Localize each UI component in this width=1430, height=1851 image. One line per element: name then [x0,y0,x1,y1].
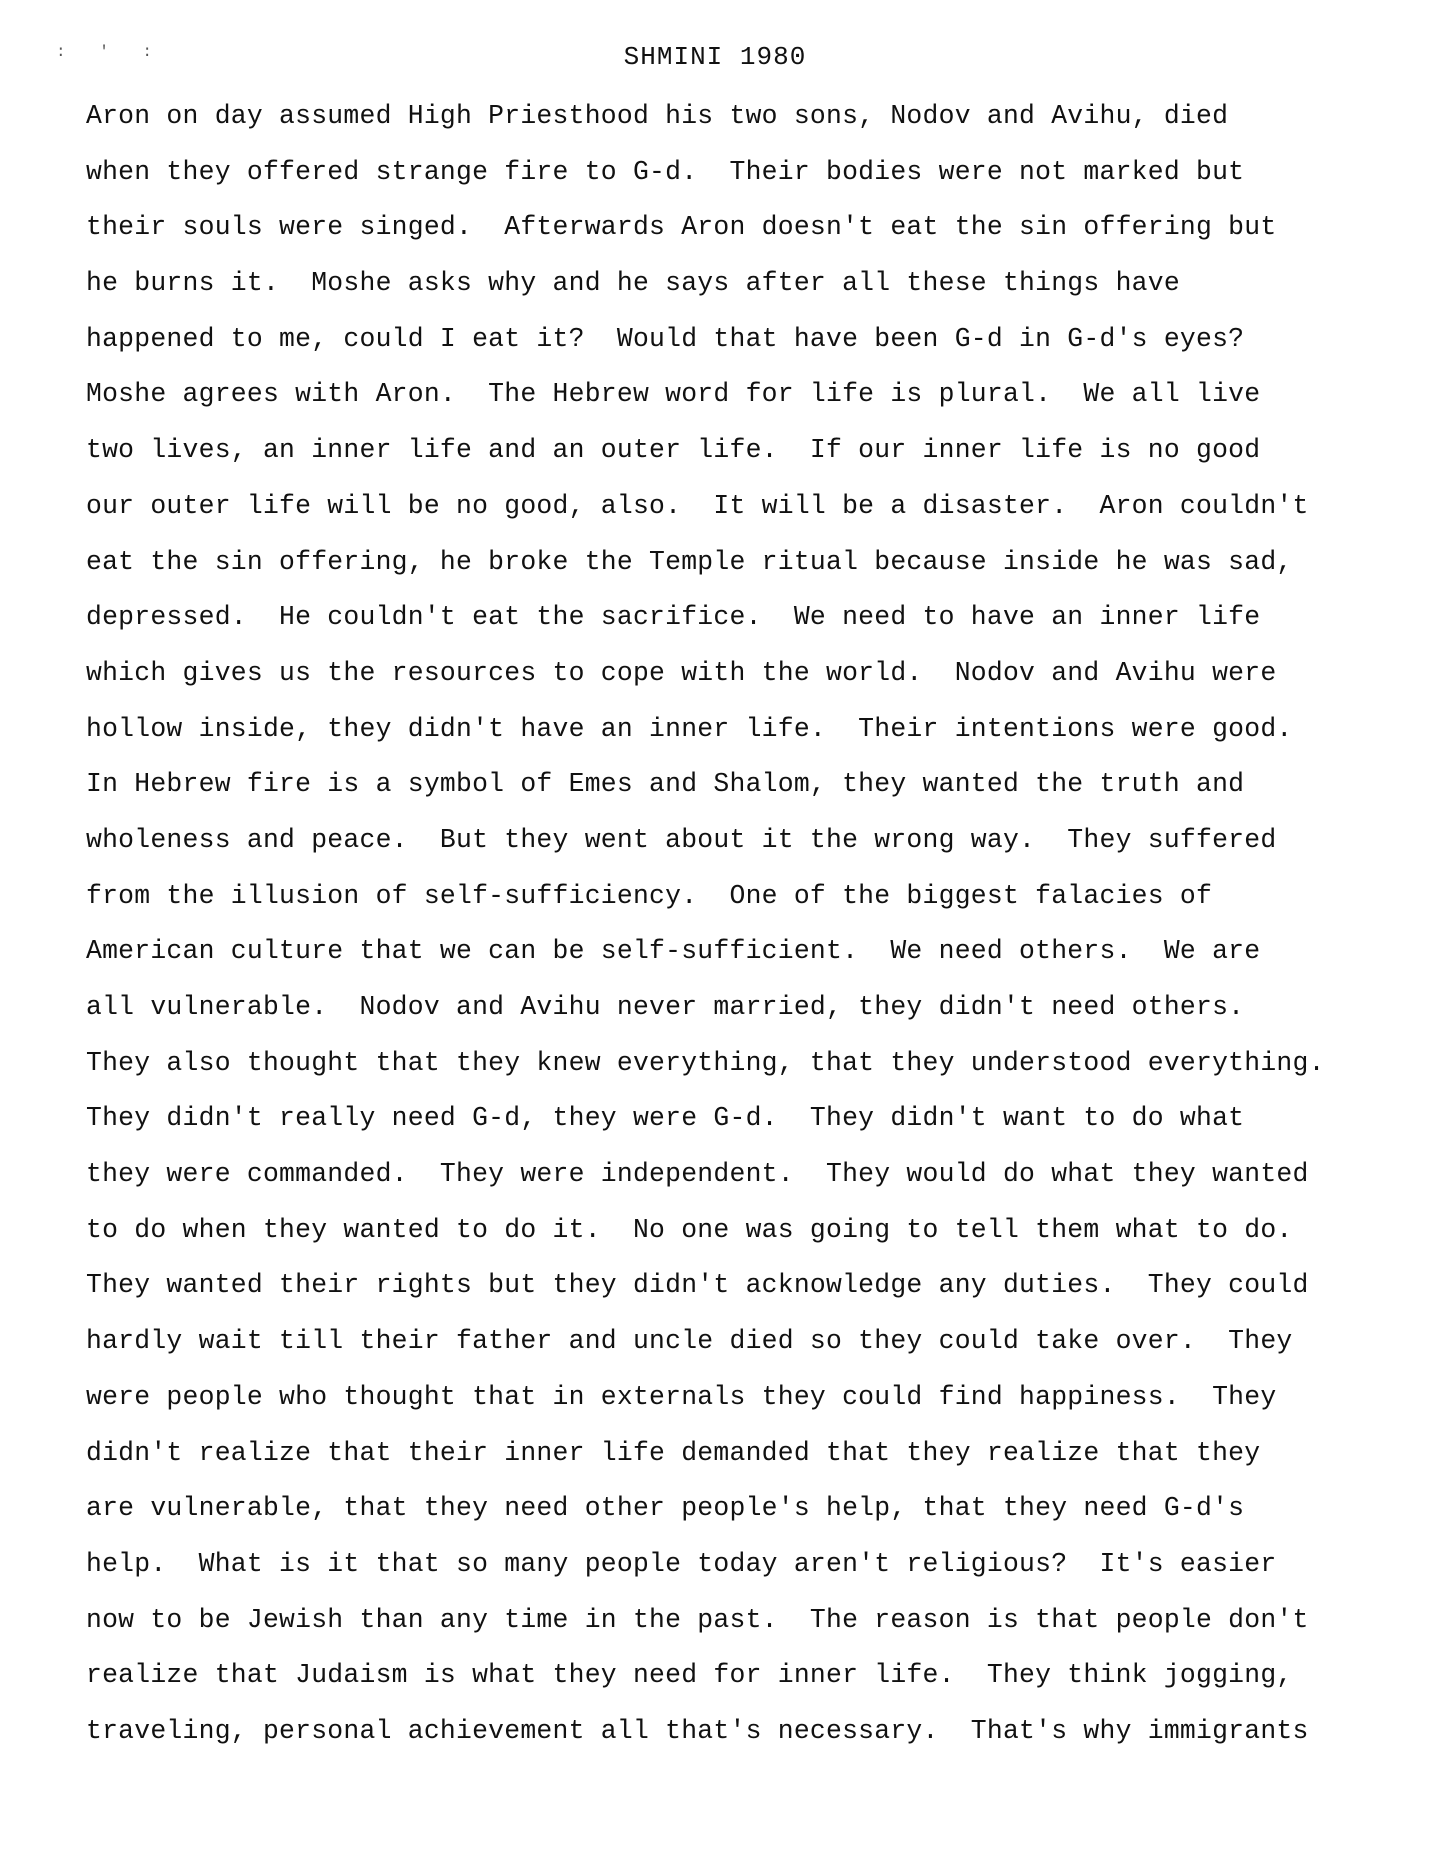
text-line: They wanted their rights but they didn't acknowledge any duties. They could [86,1270,1309,1301]
text-line: They also thought that they knew everything, that they understood everything. [86,1047,1325,1078]
text-line: were people who thought that in externals they could find happiness. They [86,1381,1277,1412]
text-line: they were commanded. They were independent. They would do what they wanted [86,1159,1309,1190]
text-line: two lives, an inner life and an outer life. If our inner life is no good [86,435,1261,466]
text-line: are vulnerable, that they need other people's help, that they need G-d's [86,1493,1245,1524]
text-line: when they offered strange fire to G-d. Their bodies were not marked but [86,156,1245,187]
corner-marks: : ' : [56,43,165,61]
text-line: depressed. He couldn't eat the sacrifice. We need to have an inner life [86,602,1261,633]
body-text [86,96,1406,1767]
text-line: eat the sin offering, he broke the Temple ritual because inside he was sad, [86,546,1293,577]
text-line: Moshe agrees with Aron. The Hebrew word for life is plural. We all live [86,379,1261,410]
text-line: hardly wait till their father and uncle died so they could take over. They [86,1326,1293,1357]
page-title: SHMINI 1980 [623,42,807,72]
text-line: which gives us the resources to cope with the world. Nodov and Avihu were [86,657,1277,688]
text-line: he burns it. Moshe asks why and he says after all these things have [86,268,1180,299]
text-line: American culture that we can be self-sufficient. We need others. We are [86,936,1261,967]
text-line: wholeness and peace. But they went about it the wrong way. They suffered [86,824,1277,855]
text-line: didn't realize that their inner life demanded that they realize that they [86,1437,1261,1468]
text-line: help. What is it that so many people today aren't religious? It's easier [86,1548,1277,1579]
text-line: from the illusion of self-sufficiency. One of the biggest falacies of [86,880,1213,911]
text-line: In Hebrew fire is a symbol of Emes and Shalom, they wanted the truth and [86,769,1245,800]
text-line: our outer life will be no good, also. It will be a disaster. Aron couldn't [86,490,1309,521]
text-line: happened to me, could I eat it? Would that have been G-d in G-d's eyes? [86,323,1245,354]
text-line: realize that Judaism is what they need for inner life. They think jogging, [86,1660,1293,1691]
text-line: traveling, personal achievement all that's necessary. That's why immigrants [86,1715,1309,1746]
text-line: their souls were singed. Afterwards Aron doesn't eat the sin offering but [86,212,1277,243]
text-line: They didn't really need G-d, they were G-d. They didn't want to do what [86,1103,1245,1134]
text-line: hollow inside, they didn't have an inner life. Their intentions were good. [86,713,1293,744]
text-line: all vulnerable. Nodov and Avihu never married, they didn't need others. [86,992,1245,1022]
text-line: now to be Jewish than any time in the past. The reason is that people don't [86,1604,1309,1635]
text-line: to do when they wanted to do it. No one was going to tell them what to do. [86,1214,1293,1245]
text-line: Aron on day assumed High Priesthood his two sons, Nodov and Avihu, died [86,101,1229,131]
